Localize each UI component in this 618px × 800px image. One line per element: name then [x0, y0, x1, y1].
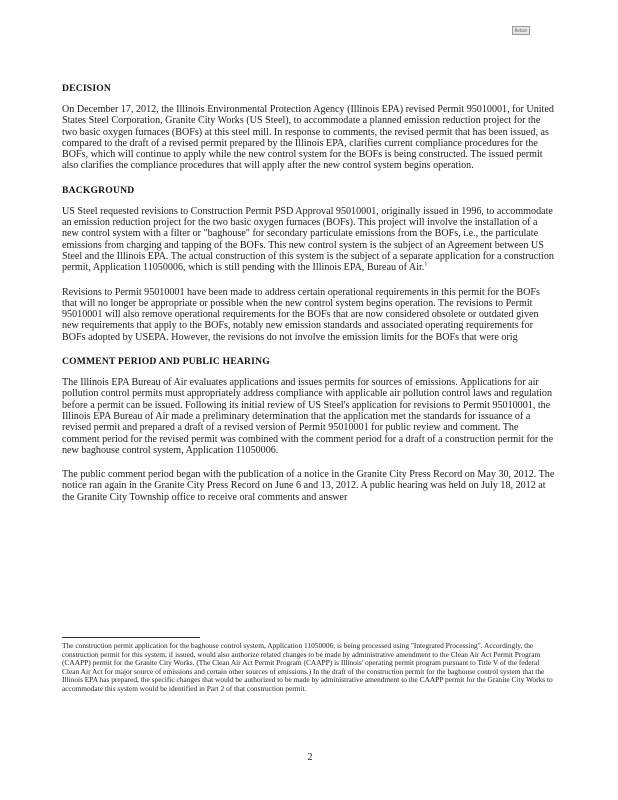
background-paragraph-2: Revisions to Permit 95010001 have been made to address certain operational requirements in this permit for the BOFs that will no longer be appropriate or possible when the new control system begins operation. The revisions to Permit 95010001 will also remove operational requirements for the BOFs that are now considered obsolete or outdated given new requirements that apply to the BOFs, notably new emission standards and associated operating requirements for BOFs adopted by USEPA. However, the revisions do not involve the emission limits for the BOFs that were orig — [62, 286, 540, 343]
comment-period-paragraph-2: The public comment period began with the publication of a notice in the Granite City Press Record on May 30, 2012. The notice ran again in the Granite City Press Record on June 6 and 13, 2012. A public hearing was held on July 18, 2012 at the Granite City Township office to receive oral comments and answer — [62, 469, 555, 503]
section-heading-decision: DECISION — [62, 83, 112, 94]
decision-paragraph: On December 17, 2012, the Illinois Environmental Protection Agency (Illinois EPA) revised Permit 95010001, for United States Steel Corporation, Granite City Works (US Steel), to accommodate a planned emission reduction project for the two basic oxygen furnaces (BOFs) at this steel mill. In response to comments, the revised permit that has been issued, as compared to the draft of a revised permit prepared by the Illinois EPA, clarifies current compliance procedures for the BOFs, which will continue to apply while the new control system for the BOFs is being constructed. The issued permit also clarifies the compliance procedures that will apply after the new control system begins operation. — [62, 104, 554, 172]
comment-period-paragraph-1: The Illinois EPA Bureau of Air evaluates applications and issues permits for sources of emissions. Applications for air pollution control permits must appropriately address compliance with applicable air pollution control laws and regulation before a permit can be issued. Following its initial review of US Steel's application for revisions to Permit 95010001, the Illinois EPA Bureau of Air made a preliminary determination that the application met the standards for issuance of a revised permit and prepared a draft of a revised version of Permit 95010001 for public review and comment. The comment period for the revised permit was combined with the comment period for a draft of a construction permit for the new baghouse control system, Application 11050006. — [62, 377, 554, 456]
footnote: The construction permit application for the baghouse control system, Application 11050006, is being processed using "Integrated Processing". Accordingly, the construction permit for this system, if issued, would also authorize related changes to be made by administrative amendment to the Clean Air Act Permit Program (CAAPP) permit for the Granite City Works. (The Clean Air Act Permit Program (CAAPP) is Illinois' operating permit program pursuant to Title V of the federal Clean Air Act for major source of emissions and certain other sources of emissions.) In the draft of the construction permit for the baghouse control system that the Illinois EPA has prepared, the specific changes that would be authorized to be made by administrative amendment to the CAAPP permit for the Granite City Works to accommodate this system would be identified in Part 2 of that construction permit. — [62, 641, 553, 693]
footnote-divider — [62, 637, 200, 638]
section-heading-background: BACKGROUND — [62, 184, 135, 196]
page-number: 2 — [307, 752, 313, 763]
section-heading-comment-period: COMMENT PERIOD AND PUBLIC HEARING — [62, 356, 270, 368]
document-body — [62, 83, 556, 516]
background-paragraph-1 — [62, 206, 556, 274]
footnote-reference: 1 — [424, 261, 428, 268]
background-paragraph-1-text: US Steel requested revisions to Construction Permit PSD Approval 95010001, originally issued in 1996, to accommodate an emission reduction project for the two basic oxygen furnaces (BOFs). This project will involve the installation of a new control system with a filter or "baghouse" for secondary particulate emissions from the BOFs, i.e., the particulate emissions from charging and tapping of the BOFs. This new control system is the subject of an Agreement between US Steel and the Illinois EPA. The actual construction of this system is the subject of a separate application for a construction permit, Application 11050006, which is still pending with the Illinois EPA, Bureau of Air. — [62, 205, 554, 274]
retention-stamp: Retain — [512, 26, 530, 35]
